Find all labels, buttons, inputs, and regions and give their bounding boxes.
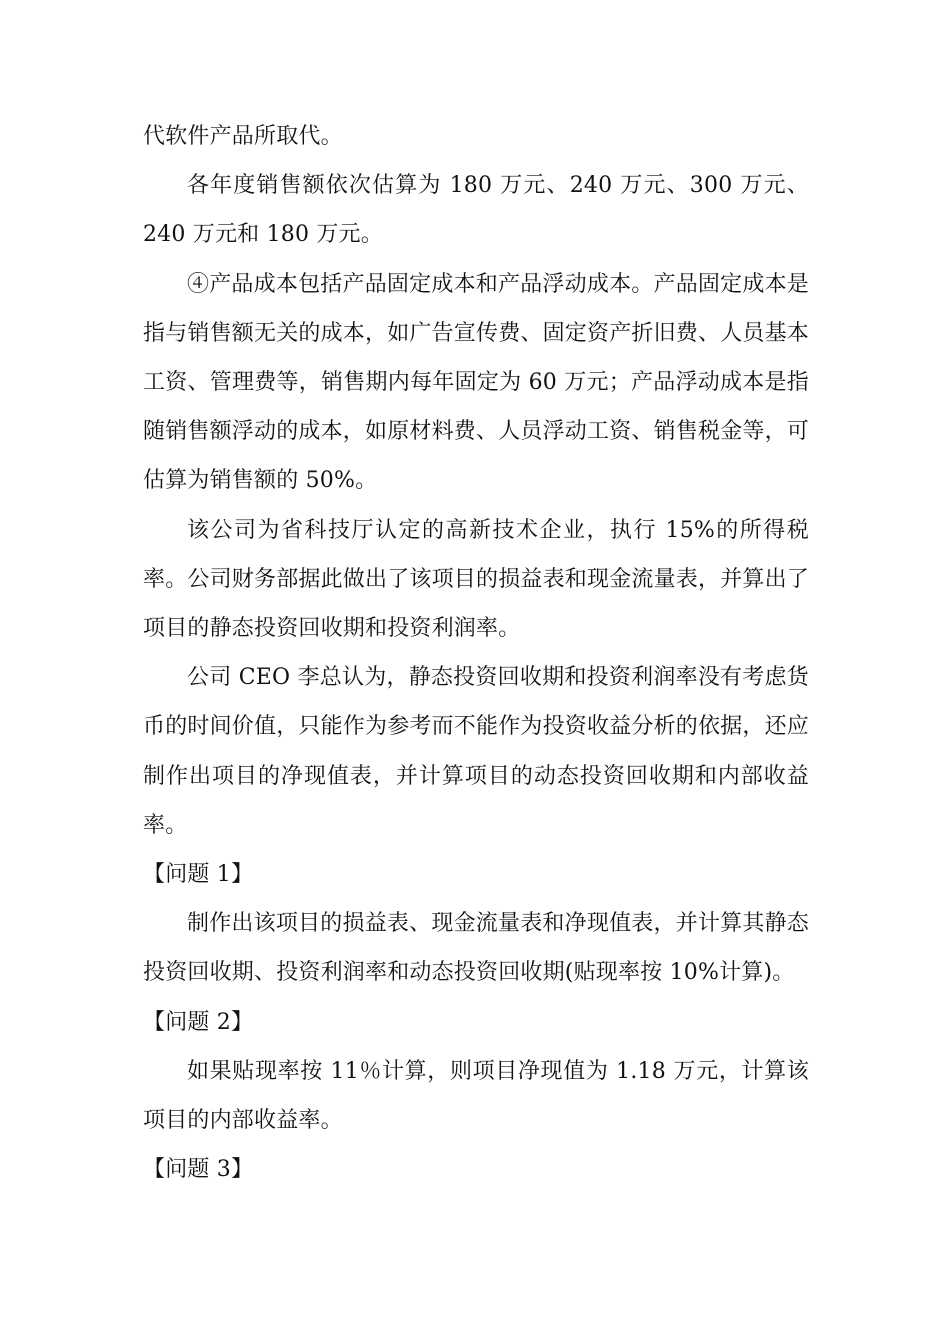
question-2-heading: 【问题 2】 [143, 1009, 254, 1035]
paragraph-ceo-opinion: 公司 CEO 李总认为，静态投资回收期和投资利润率没有考虑货币的时间价值，只能作为参考而不能作为投资收益分析的依据，还应制作出项目的净现值表，并计算项目的动态投资回收期和内部收益率。 [143, 665, 810, 838]
paragraph-product-cost: ④产品成本包括产品固定成本和产品浮动成本。产品固定成本是指与销售额无关的成本，如广告宣传费、固定资产折旧费、人员基本工资、管理费等，销售期内每年固定为 60 万元；产品浮动成本是指随销售额浮动的成本，如原材料费、人员浮动工资、销售税金等，可估算为销售额的 50%。 [143, 271, 810, 494]
question-3-heading: 【问题 3】 [143, 1157, 254, 1183]
question-2-text: 如果贴现率按 11％计算，则项目净现值为 1.18 万元，计算该项目的内部收益率。 [143, 1058, 809, 1134]
question-1-heading: 【问题 1】 [143, 862, 254, 888]
paragraph-continuation: 代软件产品所取代。 [143, 124, 343, 149]
paragraph-sales-estimate: 各年度销售额依次估算为 180 万元、240 万元、300 万元、240 万元和 180 万元。 [143, 173, 809, 248]
question-1-text: 制作出该项目的损益表、现金流量表和净现值表，并计算其静态投资回收期、投资利润率和动态投资回收期(贴现率按 10%计算)。 [143, 911, 809, 986]
paragraph-tax-rate: 该公司为省科技厅认定的高新技术企业，执行 15%的所得税率。公司财务部据此做出了该项目的损益表和现金流量表，并算出了项目的静态投资回收期和投资利润率。 [143, 517, 810, 642]
document-body [143, 112, 809, 1194]
